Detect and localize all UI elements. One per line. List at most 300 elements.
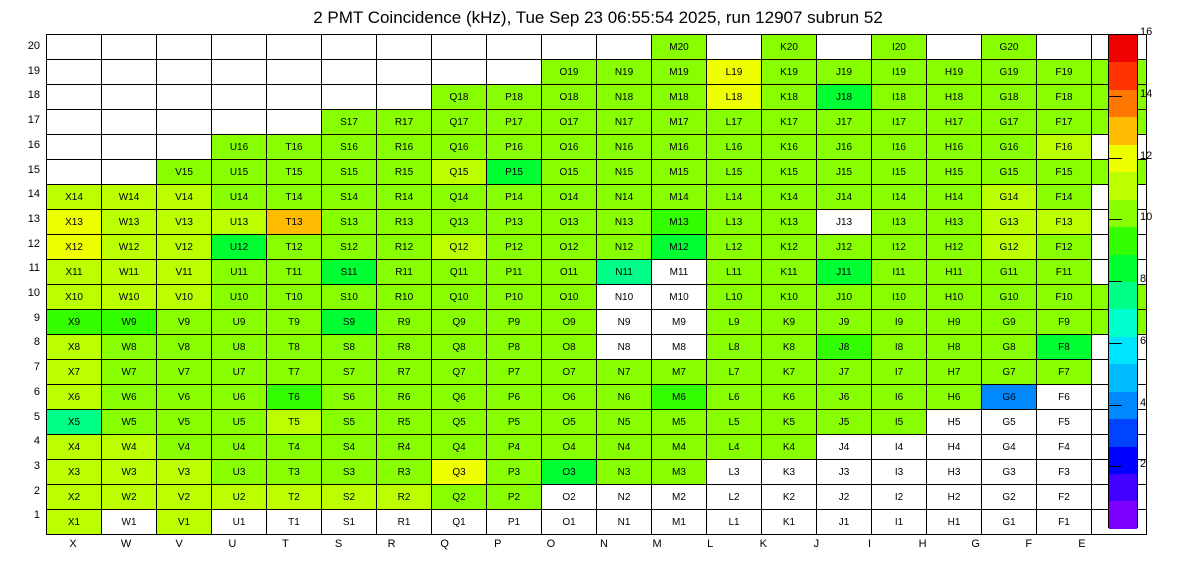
heatmap-cell[interactable]: U7 — [212, 360, 267, 385]
heatmap-cell[interactable]: X5 — [47, 410, 102, 435]
heatmap-cell[interactable]: J7 — [817, 360, 872, 385]
heatmap-cell[interactable]: I16 — [872, 135, 927, 160]
heatmap-cell[interactable]: K18 — [762, 85, 817, 110]
heatmap-cell[interactable]: J13 — [817, 210, 872, 235]
heatmap-cell[interactable]: M4 — [652, 435, 707, 460]
heatmap-cell[interactable]: K14 — [762, 185, 817, 210]
heatmap-cell[interactable] — [707, 35, 762, 60]
heatmap-cell[interactable]: M6 — [652, 385, 707, 410]
heatmap-cell[interactable]: L6 — [707, 385, 762, 410]
heatmap-cell[interactable]: J17 — [817, 110, 872, 135]
heatmap-cell[interactable]: W9 — [102, 310, 157, 335]
heatmap-cell[interactable]: L8 — [707, 335, 762, 360]
heatmap-cell[interactable] — [47, 35, 102, 60]
heatmap-cell[interactable] — [47, 60, 102, 85]
heatmap-cell[interactable]: J4 — [817, 435, 872, 460]
heatmap-cell[interactable]: V10 — [157, 285, 212, 310]
heatmap-cell[interactable]: K11 — [762, 260, 817, 285]
heatmap-cell[interactable]: U6 — [212, 385, 267, 410]
heatmap-cell[interactable]: F11 — [1037, 260, 1092, 285]
heatmap-cell[interactable]: R16 — [377, 135, 432, 160]
heatmap-cell[interactable]: L15 — [707, 160, 762, 185]
heatmap-cell[interactable]: M9 — [652, 310, 707, 335]
heatmap-cell[interactable]: W3 — [102, 460, 157, 485]
heatmap-cell[interactable]: L13 — [707, 210, 762, 235]
heatmap-cell[interactable] — [102, 60, 157, 85]
heatmap-cell[interactable]: H17 — [927, 110, 982, 135]
heatmap-cell[interactable]: V14 — [157, 185, 212, 210]
heatmap-cell[interactable]: G13 — [982, 210, 1037, 235]
heatmap-cell[interactable]: K5 — [762, 410, 817, 435]
heatmap-cell[interactable]: L1 — [707, 510, 762, 535]
heatmap-cell[interactable]: G18 — [982, 85, 1037, 110]
heatmap-cell[interactable]: H13 — [927, 210, 982, 235]
heatmap-cell[interactable] — [597, 35, 652, 60]
heatmap-cell[interactable]: H12 — [927, 235, 982, 260]
heatmap-cell[interactable]: J14 — [817, 185, 872, 210]
heatmap-cell[interactable]: J6 — [817, 385, 872, 410]
heatmap-cell[interactable]: M2 — [652, 485, 707, 510]
heatmap-cell[interactable]: F18 — [1037, 85, 1092, 110]
heatmap-cell[interactable] — [157, 85, 212, 110]
heatmap-cell[interactable]: Q4 — [432, 435, 487, 460]
heatmap-cell[interactable]: F9 — [1037, 310, 1092, 335]
heatmap-cell[interactable] — [322, 85, 377, 110]
heatmap-cell[interactable]: Q2 — [432, 485, 487, 510]
heatmap-cell[interactable]: F10 — [1037, 285, 1092, 310]
heatmap-cell[interactable] — [212, 60, 267, 85]
heatmap-cell[interactable] — [267, 35, 322, 60]
heatmap-cell[interactable]: K12 — [762, 235, 817, 260]
heatmap-cell[interactable]: M11 — [652, 260, 707, 285]
heatmap-cell[interactable]: O8 — [542, 335, 597, 360]
heatmap-cell[interactable]: G8 — [982, 335, 1037, 360]
heatmap-cell[interactable]: Q15 — [432, 160, 487, 185]
heatmap-cell[interactable]: T4 — [267, 435, 322, 460]
heatmap-cell[interactable]: R3 — [377, 460, 432, 485]
heatmap-cell[interactable]: V6 — [157, 385, 212, 410]
heatmap-cell[interactable]: H11 — [927, 260, 982, 285]
heatmap-cell[interactable]: I12 — [872, 235, 927, 260]
heatmap-cell[interactable]: P2 — [487, 485, 542, 510]
heatmap-cell[interactable]: P16 — [487, 135, 542, 160]
heatmap-cell[interactable]: U9 — [212, 310, 267, 335]
heatmap-cell[interactable]: H19 — [927, 60, 982, 85]
heatmap-cell[interactable]: X2 — [47, 485, 102, 510]
heatmap-cell[interactable]: N5 — [597, 410, 652, 435]
heatmap-cell[interactable]: Q18 — [432, 85, 487, 110]
heatmap-cell[interactable]: F15 — [1037, 160, 1092, 185]
heatmap-cell[interactable]: K19 — [762, 60, 817, 85]
heatmap-cell[interactable]: W4 — [102, 435, 157, 460]
heatmap-cell[interactable]: I14 — [872, 185, 927, 210]
heatmap-cell[interactable]: S3 — [322, 460, 377, 485]
heatmap-cell[interactable]: R15 — [377, 160, 432, 185]
heatmap-cell[interactable]: I6 — [872, 385, 927, 410]
heatmap-cell[interactable]: I19 — [872, 60, 927, 85]
heatmap-cell[interactable]: R1 — [377, 510, 432, 535]
heatmap-cell[interactable] — [377, 35, 432, 60]
heatmap-cell[interactable]: N3 — [597, 460, 652, 485]
heatmap-cell[interactable]: S7 — [322, 360, 377, 385]
heatmap-cell[interactable]: L16 — [707, 135, 762, 160]
heatmap-cell[interactable]: O18 — [542, 85, 597, 110]
heatmap-cell[interactable]: X6 — [47, 385, 102, 410]
heatmap-cell[interactable]: Q14 — [432, 185, 487, 210]
heatmap-cell[interactable] — [377, 85, 432, 110]
heatmap-cell[interactable]: O2 — [542, 485, 597, 510]
heatmap-cell[interactable] — [377, 60, 432, 85]
heatmap-cell[interactable]: I17 — [872, 110, 927, 135]
heatmap-cell[interactable]: M19 — [652, 60, 707, 85]
heatmap-cell[interactable]: O7 — [542, 360, 597, 385]
heatmap-cell[interactable] — [212, 110, 267, 135]
heatmap-cell[interactable]: U11 — [212, 260, 267, 285]
heatmap-cell[interactable]: R6 — [377, 385, 432, 410]
heatmap-cell[interactable]: G2 — [982, 485, 1037, 510]
heatmap-cell[interactable]: L14 — [707, 185, 762, 210]
heatmap-cell[interactable] — [102, 160, 157, 185]
heatmap-cell[interactable]: K8 — [762, 335, 817, 360]
heatmap-cell[interactable]: T9 — [267, 310, 322, 335]
heatmap-cell[interactable]: K7 — [762, 360, 817, 385]
heatmap-cell[interactable]: N13 — [597, 210, 652, 235]
heatmap-cell[interactable]: O12 — [542, 235, 597, 260]
heatmap-cell[interactable]: M10 — [652, 285, 707, 310]
heatmap-cell[interactable]: Q7 — [432, 360, 487, 385]
heatmap-cell[interactable]: L19 — [707, 60, 762, 85]
heatmap-cell[interactable]: X7 — [47, 360, 102, 385]
heatmap-cell[interactable]: W14 — [102, 185, 157, 210]
heatmap-cell[interactable]: N15 — [597, 160, 652, 185]
heatmap-cell[interactable] — [157, 35, 212, 60]
heatmap-cell[interactable]: J16 — [817, 135, 872, 160]
heatmap-cell[interactable]: S11 — [322, 260, 377, 285]
heatmap-cell[interactable]: I7 — [872, 360, 927, 385]
heatmap-cell[interactable]: M16 — [652, 135, 707, 160]
heatmap-cell[interactable]: S5 — [322, 410, 377, 435]
heatmap-cell[interactable] — [102, 35, 157, 60]
heatmap-cell[interactable]: U10 — [212, 285, 267, 310]
heatmap-cell[interactable]: O14 — [542, 185, 597, 210]
heatmap-cell[interactable]: F19 — [1037, 60, 1092, 85]
heatmap-cell[interactable]: G19 — [982, 60, 1037, 85]
heatmap-cell[interactable]: V13 — [157, 210, 212, 235]
heatmap-cell[interactable] — [432, 35, 487, 60]
heatmap-cell[interactable]: X1 — [47, 510, 102, 535]
heatmap-cell[interactable]: R10 — [377, 285, 432, 310]
heatmap-cell[interactable]: X8 — [47, 335, 102, 360]
heatmap-cell[interactable]: H7 — [927, 360, 982, 385]
heatmap-cell[interactable]: N19 — [597, 60, 652, 85]
heatmap-cell[interactable] — [212, 35, 267, 60]
heatmap-cell[interactable]: N10 — [597, 285, 652, 310]
heatmap-cell[interactable]: J19 — [817, 60, 872, 85]
heatmap-cell[interactable]: T1 — [267, 510, 322, 535]
heatmap-cell[interactable]: H18 — [927, 85, 982, 110]
heatmap-cell[interactable] — [487, 35, 542, 60]
heatmap-cell[interactable] — [47, 135, 102, 160]
heatmap-cell[interactable]: O11 — [542, 260, 597, 285]
heatmap-cell[interactable]: O13 — [542, 210, 597, 235]
heatmap-cell[interactable]: M1 — [652, 510, 707, 535]
heatmap-cell[interactable]: F14 — [1037, 185, 1092, 210]
heatmap-cell[interactable] — [322, 35, 377, 60]
heatmap-cell[interactable]: U15 — [212, 160, 267, 185]
heatmap-cell[interactable]: K9 — [762, 310, 817, 335]
heatmap-cell[interactable]: T5 — [267, 410, 322, 435]
heatmap-cell[interactable]: P3 — [487, 460, 542, 485]
heatmap-cell[interactable]: H6 — [927, 385, 982, 410]
heatmap-cell[interactable]: N12 — [597, 235, 652, 260]
heatmap-cell[interactable]: Q13 — [432, 210, 487, 235]
heatmap-cell[interactable]: N17 — [597, 110, 652, 135]
heatmap-cell[interactable]: P5 — [487, 410, 542, 435]
heatmap-cell[interactable]: S4 — [322, 435, 377, 460]
heatmap-cell[interactable]: I18 — [872, 85, 927, 110]
heatmap-cell[interactable]: P6 — [487, 385, 542, 410]
heatmap-cell[interactable]: F13 — [1037, 210, 1092, 235]
heatmap-cell[interactable]: O4 — [542, 435, 597, 460]
heatmap-cell[interactable]: X14 — [47, 185, 102, 210]
heatmap-cell[interactable]: X3 — [47, 460, 102, 485]
heatmap-cell[interactable]: P15 — [487, 160, 542, 185]
heatmap-cell[interactable]: P12 — [487, 235, 542, 260]
heatmap-cell[interactable] — [157, 60, 212, 85]
heatmap-cell[interactable]: J10 — [817, 285, 872, 310]
heatmap-cell[interactable]: G9 — [982, 310, 1037, 335]
heatmap-cell[interactable]: P4 — [487, 435, 542, 460]
heatmap-cell[interactable]: G1 — [982, 510, 1037, 535]
heatmap-cell[interactable] — [102, 135, 157, 160]
heatmap-cell[interactable] — [267, 85, 322, 110]
heatmap-cell[interactable]: J12 — [817, 235, 872, 260]
heatmap-cell[interactable]: F5 — [1037, 410, 1092, 435]
heatmap-cell[interactable]: S14 — [322, 185, 377, 210]
heatmap-cell[interactable]: J2 — [817, 485, 872, 510]
heatmap-cell[interactable]: U5 — [212, 410, 267, 435]
heatmap-cell[interactable]: U2 — [212, 485, 267, 510]
heatmap-cell[interactable]: N18 — [597, 85, 652, 110]
heatmap-cell[interactable]: T12 — [267, 235, 322, 260]
heatmap-cell[interactable]: P13 — [487, 210, 542, 235]
heatmap-cell[interactable]: S17 — [322, 110, 377, 135]
heatmap-cell[interactable]: V2 — [157, 485, 212, 510]
heatmap-cell[interactable]: K4 — [762, 435, 817, 460]
heatmap-cell[interactable]: R9 — [377, 310, 432, 335]
heatmap-cell[interactable]: T6 — [267, 385, 322, 410]
heatmap-cell[interactable]: S2 — [322, 485, 377, 510]
heatmap-cell[interactable]: W8 — [102, 335, 157, 360]
heatmap-cell[interactable]: R7 — [377, 360, 432, 385]
heatmap-cell[interactable]: S13 — [322, 210, 377, 235]
heatmap-cell[interactable]: K13 — [762, 210, 817, 235]
heatmap-cell[interactable]: P10 — [487, 285, 542, 310]
heatmap-cell[interactable]: H15 — [927, 160, 982, 185]
heatmap-cell[interactable]: L17 — [707, 110, 762, 135]
heatmap-cell[interactable] — [47, 110, 102, 135]
heatmap-cell[interactable]: F17 — [1037, 110, 1092, 135]
heatmap-cell[interactable]: K2 — [762, 485, 817, 510]
heatmap-cell[interactable]: Q6 — [432, 385, 487, 410]
heatmap-cell[interactable]: H2 — [927, 485, 982, 510]
heatmap-cell[interactable]: L3 — [707, 460, 762, 485]
heatmap-cell[interactable]: P17 — [487, 110, 542, 135]
heatmap-cell[interactable]: P14 — [487, 185, 542, 210]
heatmap-cell[interactable]: H10 — [927, 285, 982, 310]
heatmap-cell[interactable]: T2 — [267, 485, 322, 510]
heatmap-cell[interactable]: W11 — [102, 260, 157, 285]
heatmap-cell[interactable]: G14 — [982, 185, 1037, 210]
heatmap-cell[interactable] — [322, 60, 377, 85]
heatmap-cell[interactable]: O1 — [542, 510, 597, 535]
heatmap-cell[interactable] — [47, 85, 102, 110]
heatmap-cell[interactable] — [102, 110, 157, 135]
heatmap-cell[interactable]: W10 — [102, 285, 157, 310]
heatmap-cell[interactable] — [102, 85, 157, 110]
heatmap-cell[interactable]: N1 — [597, 510, 652, 535]
heatmap-cell[interactable]: U13 — [212, 210, 267, 235]
heatmap-cell[interactable]: U16 — [212, 135, 267, 160]
heatmap-cell[interactable]: Q17 — [432, 110, 487, 135]
heatmap-cell[interactable]: Q12 — [432, 235, 487, 260]
heatmap-cell[interactable]: M15 — [652, 160, 707, 185]
heatmap-cell[interactable]: L7 — [707, 360, 762, 385]
heatmap-cell[interactable]: L5 — [707, 410, 762, 435]
heatmap-cell[interactable]: L10 — [707, 285, 762, 310]
heatmap-cell[interactable]: L11 — [707, 260, 762, 285]
heatmap-cell[interactable]: G3 — [982, 460, 1037, 485]
heatmap-cell[interactable]: Q5 — [432, 410, 487, 435]
heatmap-cell[interactable]: H3 — [927, 460, 982, 485]
heatmap-cell[interactable]: T7 — [267, 360, 322, 385]
heatmap-cell[interactable]: K17 — [762, 110, 817, 135]
heatmap-cell[interactable]: G16 — [982, 135, 1037, 160]
heatmap-cell[interactable]: X4 — [47, 435, 102, 460]
heatmap-cell[interactable]: G12 — [982, 235, 1037, 260]
heatmap-cell[interactable]: O16 — [542, 135, 597, 160]
heatmap-cell[interactable] — [267, 110, 322, 135]
heatmap-cell[interactable]: R11 — [377, 260, 432, 285]
heatmap-cell[interactable]: P8 — [487, 335, 542, 360]
heatmap-cell[interactable]: M8 — [652, 335, 707, 360]
heatmap-cell[interactable]: N4 — [597, 435, 652, 460]
heatmap-cell[interactable]: S15 — [322, 160, 377, 185]
heatmap-cell[interactable]: O17 — [542, 110, 597, 135]
heatmap-cell[interactable]: G5 — [982, 410, 1037, 435]
heatmap-cell[interactable]: P18 — [487, 85, 542, 110]
heatmap-cell[interactable]: R4 — [377, 435, 432, 460]
heatmap-cell[interactable]: I5 — [872, 410, 927, 435]
heatmap-cell[interactable]: S16 — [322, 135, 377, 160]
heatmap-cell[interactable]: W7 — [102, 360, 157, 385]
heatmap-cell[interactable]: L4 — [707, 435, 762, 460]
heatmap-cell[interactable]: L2 — [707, 485, 762, 510]
heatmap-cell[interactable]: N2 — [597, 485, 652, 510]
heatmap-cell[interactable]: R14 — [377, 185, 432, 210]
heatmap-cell[interactable]: T13 — [267, 210, 322, 235]
heatmap-cell[interactable]: Q9 — [432, 310, 487, 335]
heatmap-cell[interactable]: H8 — [927, 335, 982, 360]
heatmap-cell[interactable]: V8 — [157, 335, 212, 360]
heatmap-cell[interactable] — [267, 60, 322, 85]
heatmap-cell[interactable]: P9 — [487, 310, 542, 335]
heatmap-cell[interactable]: U3 — [212, 460, 267, 485]
heatmap-cell[interactable]: L9 — [707, 310, 762, 335]
heatmap-cell[interactable]: N7 — [597, 360, 652, 385]
heatmap-cell[interactable]: K6 — [762, 385, 817, 410]
heatmap-cell[interactable] — [487, 60, 542, 85]
heatmap-cell[interactable]: P11 — [487, 260, 542, 285]
heatmap-cell[interactable]: V4 — [157, 435, 212, 460]
heatmap-cell[interactable]: V5 — [157, 410, 212, 435]
heatmap-cell[interactable]: J5 — [817, 410, 872, 435]
heatmap-cell[interactable]: J11 — [817, 260, 872, 285]
heatmap-cell[interactable]: I9 — [872, 310, 927, 335]
heatmap-cell[interactable]: J3 — [817, 460, 872, 485]
heatmap-cell[interactable]: K15 — [762, 160, 817, 185]
heatmap-cell[interactable]: O19 — [542, 60, 597, 85]
heatmap-cell[interactable]: V7 — [157, 360, 212, 385]
heatmap-cell[interactable]: N14 — [597, 185, 652, 210]
heatmap-cell[interactable]: X10 — [47, 285, 102, 310]
heatmap-cell[interactable]: I4 — [872, 435, 927, 460]
heatmap-cell[interactable] — [927, 35, 982, 60]
heatmap-cell[interactable]: G6 — [982, 385, 1037, 410]
heatmap-cell[interactable]: T11 — [267, 260, 322, 285]
heatmap-cell[interactable]: F7 — [1037, 360, 1092, 385]
heatmap-cell[interactable]: H1 — [927, 510, 982, 535]
heatmap-cell[interactable]: U8 — [212, 335, 267, 360]
heatmap-cell[interactable]: X9 — [47, 310, 102, 335]
heatmap-cell[interactable]: K1 — [762, 510, 817, 535]
heatmap-cell[interactable]: Q10 — [432, 285, 487, 310]
heatmap-cell[interactable]: T14 — [267, 185, 322, 210]
heatmap-cell[interactable]: W2 — [102, 485, 157, 510]
heatmap-cell[interactable]: V12 — [157, 235, 212, 260]
heatmap-cell[interactable]: V11 — [157, 260, 212, 285]
heatmap-cell[interactable]: M13 — [652, 210, 707, 235]
heatmap-cell[interactable]: O3 — [542, 460, 597, 485]
heatmap-cell[interactable] — [212, 85, 267, 110]
heatmap-cell[interactable]: T3 — [267, 460, 322, 485]
heatmap-cell[interactable]: O10 — [542, 285, 597, 310]
heatmap-cell[interactable]: R12 — [377, 235, 432, 260]
heatmap-cell[interactable]: I8 — [872, 335, 927, 360]
heatmap-cell[interactable]: M7 — [652, 360, 707, 385]
heatmap-cell[interactable]: I15 — [872, 160, 927, 185]
heatmap-cell[interactable]: N9 — [597, 310, 652, 335]
heatmap-cell[interactable]: N16 — [597, 135, 652, 160]
heatmap-cell[interactable]: V3 — [157, 460, 212, 485]
heatmap-cell[interactable] — [157, 110, 212, 135]
heatmap-cell[interactable]: Q8 — [432, 335, 487, 360]
heatmap-cell[interactable]: N8 — [597, 335, 652, 360]
heatmap-cell[interactable]: T10 — [267, 285, 322, 310]
heatmap-cell[interactable]: I13 — [872, 210, 927, 235]
heatmap-cell[interactable]: Q11 — [432, 260, 487, 285]
heatmap-cell[interactable]: U12 — [212, 235, 267, 260]
heatmap-cell[interactable] — [542, 35, 597, 60]
heatmap-cell[interactable]: J1 — [817, 510, 872, 535]
heatmap-cell[interactable]: K10 — [762, 285, 817, 310]
heatmap-cell[interactable] — [1037, 35, 1092, 60]
heatmap-cell[interactable]: O9 — [542, 310, 597, 335]
heatmap-cell[interactable]: M3 — [652, 460, 707, 485]
heatmap-cell[interactable]: N6 — [597, 385, 652, 410]
heatmap-cell[interactable]: H4 — [927, 435, 982, 460]
heatmap-cell[interactable]: W5 — [102, 410, 157, 435]
